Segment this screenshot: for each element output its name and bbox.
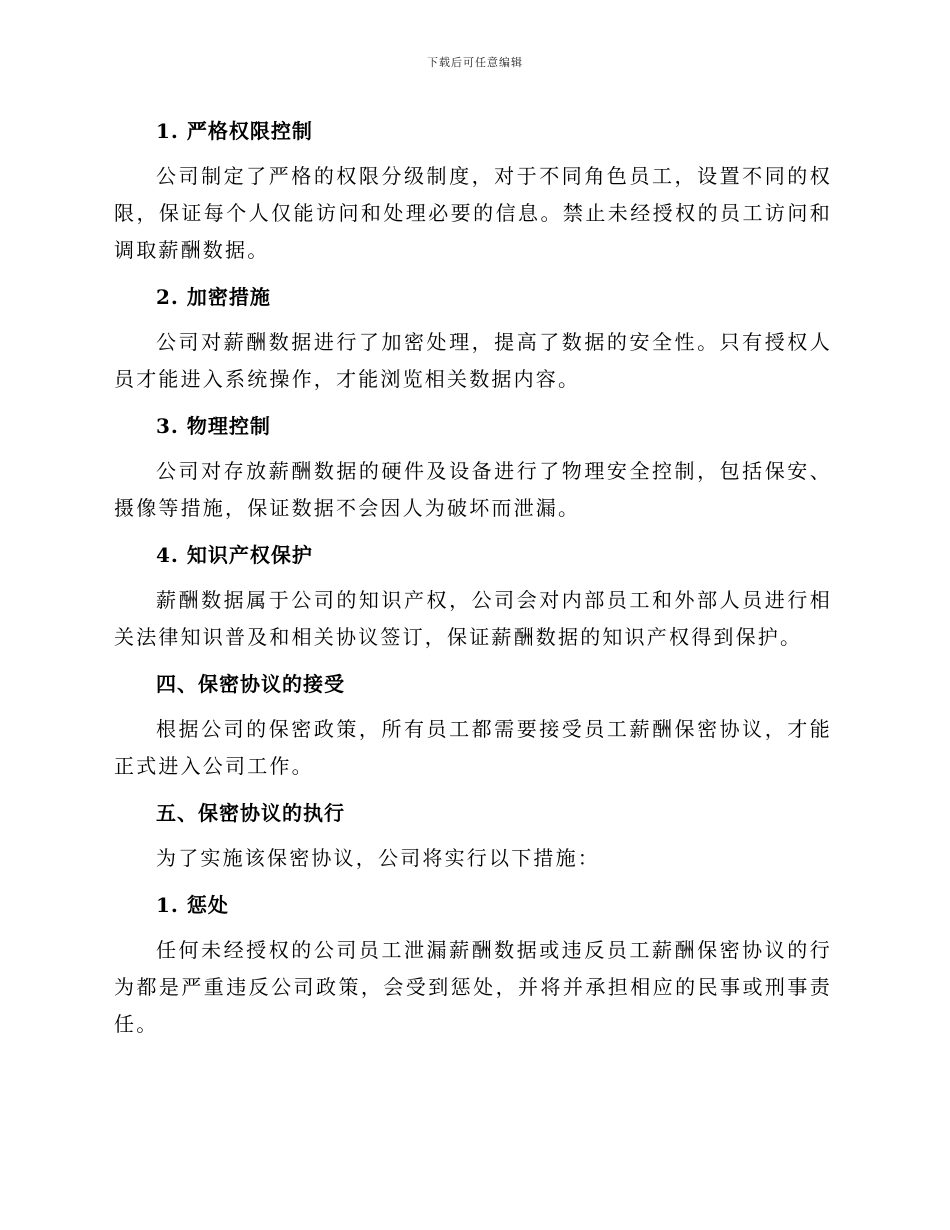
paragraph-physical-control: 公司对存放薪酬数据的硬件及设备进行了物理安全控制，包括保安、摄像等措施，保证数据不会因人为破坏而泄漏。 <box>114 459 832 520</box>
section-heading-agreement-execution: 五、保密协议的执行 <box>156 801 345 825</box>
paragraph-punishment: 任何未经授权的公司员工泄漏薪酬数据或违反员工薪酬保密协议的行为都是严重违反公司政策，会受到惩处，并将并承担相应的民事或刑事责任。 <box>114 938 832 1036</box>
paragraph-ip-protection: 薪酬数据属于公司的知识产权，公司会对内部员工和外部人员进行相关法律知识普及和相关协议签订，保证薪酬数据的知识产权得到保护。 <box>114 588 832 649</box>
section-heading-physical-control: 3. 物理控制 <box>156 414 271 438</box>
section-heading-permission-control: 1. 严格权限控制 <box>156 119 313 143</box>
paragraph-encryption: 公司对薪酬数据进行了加密处理，提高了数据的安全性。只有授权人员才能进入系统操作，才能浏览相关数据内容。 <box>114 330 832 391</box>
section-heading-ip-protection: 4. 知识产权保护 <box>156 543 313 567</box>
paragraph-permission-control: 公司制定了严格的权限分级制度，对于不同角色员工，设置不同的权限，保证每个人仅能访问和处理必要的信息。禁止未经授权的员工访问和调取薪酬数据。 <box>114 164 832 262</box>
paragraph-agreement-execution: 为了实施该保密协议，公司将实行以下措施： <box>156 846 600 870</box>
paragraph-agreement-acceptance: 根据公司的保密政策，所有员工都需要接受员工薪酬保密协议，才能正式进入公司工作。 <box>114 717 832 778</box>
section-heading-punishment: 1. 惩处 <box>156 893 229 917</box>
page-header-note: 下载后可任意编辑 <box>427 56 523 69</box>
document-body <box>114 108 832 1048</box>
section-heading-agreement-acceptance: 四、保密协议的接受 <box>156 672 345 696</box>
section-heading-encryption: 2. 加密措施 <box>156 285 271 309</box>
